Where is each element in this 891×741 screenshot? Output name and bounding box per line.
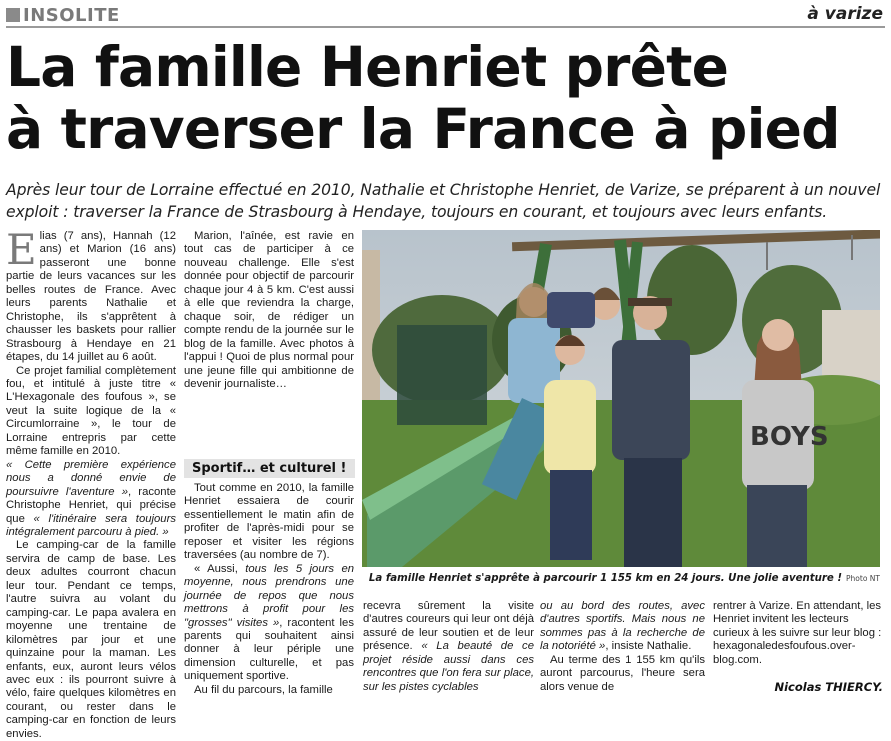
quote-4-part-2: ou au bord des routes, avec d'autres sportifs. Mais nous ne sommes pas à la recherche de la notoriété » <box>540 600 705 653</box>
paragraph-9-cont: rentrer à Varize. En attendant, les Henriet invitent les lecteurs curieux à les suivre sur leur blog : hexagonaledesfoufous.over-blog.com. <box>713 600 882 666</box>
paragraph-4: Le camping-car de la famille servira de camp de base. Les deux adultes courront chacun leur tour. Pendant ce temps, l'autre suivra au volant du camping-car. Le papa avalera en moyenne une trentaine de kilomètres par jour et une quinzaine pour la maman. Les enfants, eux, auront leurs vélos avec eux : ils pourront suivre à vélo, faire quelques kilomètres en courant, ou rester dans le camping-car en fonction de leurs envies. <box>6 539 176 740</box>
svg-text:BOYS: BOYS <box>750 422 829 452</box>
section-rubric <box>6 5 120 25</box>
quote-3: tous les 5 jours en moyenne, nous prendrons une journée de repos que nous mettrons à profit pour les "grosses" visites » <box>184 562 355 629</box>
paragraph-9-start: Au terme des 1 155 km qu'ils auront parcourus, l'heure sera alors venue de <box>540 653 705 693</box>
family-photo-image <box>362 230 880 567</box>
article-column-5 <box>713 600 883 667</box>
photo-credit: Photo NT <box>846 574 880 583</box>
family-photo <box>362 230 880 567</box>
paragraph-1-text: lias (7 ans), Hannah (12 ans) et Marion (16 ans) passeront une bonne partie de leurs vacances sur les belles routes de France. Avec leurs parents Nathalie et Christophe, ils s'apprêtent à chausser les baskets pour rallier Strasbourg à Hendaye en 21 étapes, du 14 juillet au 6 août. <box>6 230 176 364</box>
photo-caption-text: La famille Henriet s'apprête à parcourir 1 155 km en 24 jours. Une jolie aventure ! <box>368 573 843 584</box>
photo-caption <box>362 573 880 584</box>
subheading-text: Sportif… et culturel ! <box>192 461 347 476</box>
paragraph-8-end: , insiste Nathalie. <box>605 640 692 653</box>
headline-line-1: La famille Henriet prête <box>6 35 729 99</box>
paragraph-1 <box>6 225 176 365</box>
town-label: à varize <box>807 4 883 24</box>
article-column-4 <box>540 600 705 694</box>
headline <box>6 36 886 160</box>
paragraph-7-open: « Aussi, <box>194 562 246 575</box>
subheading <box>184 459 355 478</box>
article-column-3 <box>363 600 534 694</box>
article-column-1 <box>6 225 176 741</box>
author-signature: Nicolas THIERCY. <box>774 680 883 694</box>
quote-4-part-1: « La beauté de ce projet réside aussi dans ces rencontres que l'on fera sur place, sur les pistes cyclables <box>363 640 534 693</box>
paragraph-5: Marion, l'aînée, est ravie en tout cas de participer à ce nouveau challenge. Elle s'est donnée pour objectif de parcourir chaque jour 4 à 5 km. C'est aussi à elle que reviendra la charge, chaque soir, de rédiger un compte rendu de la journée sur le blog de la famille. Avec photos à l'appui ! Quoi de plus normal pour une jeune fille qui ambitionne de devenir journaliste… <box>184 230 354 390</box>
paragraph-7-rest: , racontent les parents qui souhaitent ainsi donner à leur périple une dimension culturelle, et pas uniquement sportive. <box>184 616 354 683</box>
drop-cap: E <box>6 225 37 274</box>
rubric-square-icon <box>6 8 20 22</box>
quote-2: « l'itinéraire sera toujours intégralement parcouru à pied. » <box>6 512 176 538</box>
headline-line-2: à traverser la France à pied <box>6 97 840 161</box>
paragraph-3 <box>6 459 176 540</box>
quote-1: « Cette première expérience nous a donné envie de poursuivre l'aventure » <box>6 458 176 498</box>
paragraph-8: recevra sûrement la visite d'autres coureurs qui leur ont déjà assuré de leur soutien et de leur présence. « La beauté de ce projet réside aussi dans ces rencontres que l'on fera sur place, sur les pistes cyclables <box>363 600 534 693</box>
paragraph-3-mid: , raconte Christophe Henriet, qui précise que <box>6 485 176 525</box>
rubric-label: INSOLITE <box>23 4 120 26</box>
rubric-divider <box>6 26 885 28</box>
lead-paragraph: Après leur tour de Lorraine effectué en 2010, Nathalie et Christophe Henriet, de Varize, se préparent à un nouvel exploit : traverser la France de Strasbourg à Hendaye, toujours en courant, et toujours avec leurs enfants. <box>6 181 881 221</box>
article-column-2 <box>184 230 354 391</box>
article-column-2b <box>184 482 354 697</box>
paragraph-7 <box>184 563 354 684</box>
paragraph-2: Ce projet familial complètement fou, et intitulé à juste titre « L'Hexagonale des foufous », se veut la suite logique de la « Circumlorraine », le tour de Lorraine entrepris par cette même famille en 2010. <box>6 364 176 458</box>
paragraph-6: Tout comme en 2010, la famille Henriet essaiera de courir essentiellement le matin afin de profiter de l'après-midi pour se reposer et visiter les régions traversées (au nombre de 7). <box>184 482 354 562</box>
paragraph-8-start: Au fil du parcours, la famille <box>194 683 333 696</box>
paragraph-8-cont <box>540 600 705 654</box>
